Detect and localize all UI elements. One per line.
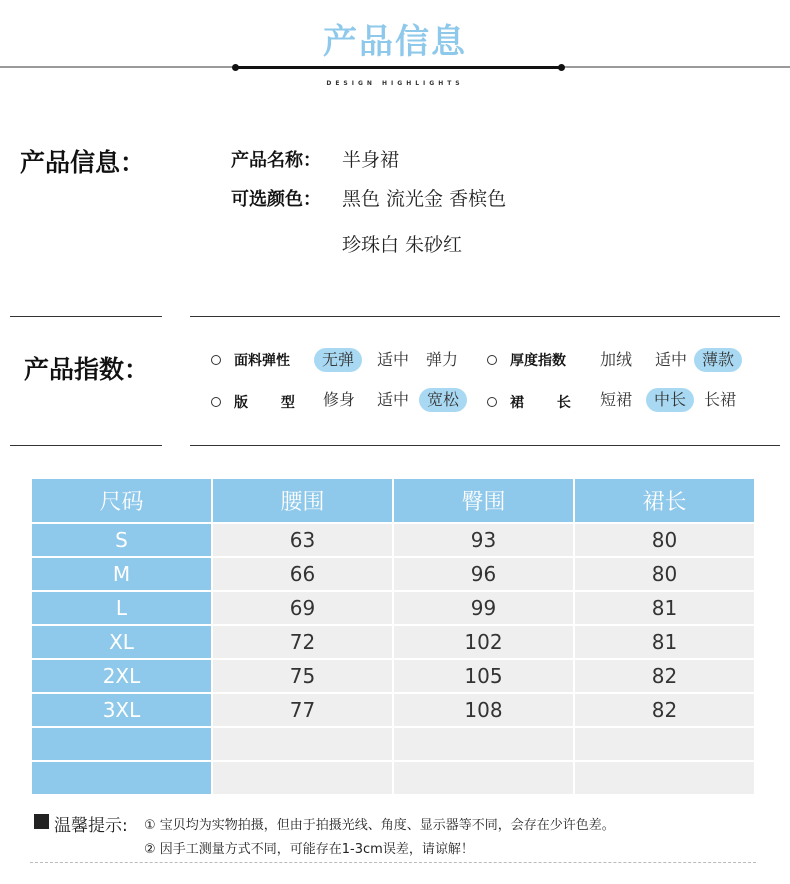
table-cell: 69: [212, 591, 393, 625]
column-header-hip: 臀围: [393, 478, 574, 523]
product-name-value: 半身裙: [342, 149, 400, 171]
size-table: [30, 477, 756, 796]
table-row: [31, 659, 755, 693]
index-option-selected: 无弹: [314, 348, 362, 372]
table-row-empty: [31, 761, 755, 795]
tip-line-1: ① 宝贝均为实物拍摄，但由于拍摄光线、角度、显示器等不同，会存在少许色差。: [144, 818, 615, 833]
table-cell: [393, 761, 574, 795]
index-key-skirt-length: 裙 长: [510, 395, 571, 411]
index-option: 加绒: [600, 350, 633, 369]
table-cell: 81: [574, 591, 755, 625]
index-option: 适中: [655, 350, 688, 369]
product-index-label: 产品指数：: [24, 355, 150, 384]
table-cell: [212, 727, 393, 761]
table-cell: 82: [574, 693, 755, 727]
table-header-row: [31, 478, 755, 523]
tip-line-2: ② 因手工测量方式不同，可能存在1-3cm误差，请谅解！: [144, 842, 474, 857]
table-row: [31, 591, 755, 625]
index-option: 长裙: [704, 390, 737, 409]
table-row: [31, 693, 755, 727]
tip-square-icon: [34, 814, 49, 829]
column-header-waist: 腰围: [212, 478, 393, 523]
column-header-size: 尺码: [31, 478, 212, 523]
table-cell: 81: [574, 625, 755, 659]
index-key-thickness: 厚度指数: [510, 353, 566, 369]
size-cell: 3XL: [31, 693, 212, 727]
index-option: 适中: [377, 390, 410, 409]
table-cell: 75: [212, 659, 393, 693]
size-cell: XL: [31, 625, 212, 659]
bottom-dashed-divider: [30, 862, 756, 863]
table-cell: [574, 727, 755, 761]
size-cell: [31, 761, 212, 795]
product-info-label: 产品信息：: [20, 148, 146, 177]
rule-bottom-left: [10, 445, 162, 446]
index-option: 短裙: [600, 390, 633, 409]
table-row: [31, 557, 755, 591]
table-cell: 72: [212, 625, 393, 659]
column-header-skirt-length: 裙长: [574, 478, 755, 523]
header-accent-line: [236, 66, 562, 69]
table-row: [31, 625, 755, 659]
tips-title: 温馨提示:: [54, 816, 128, 836]
size-cell: 2XL: [31, 659, 212, 693]
page-title: 产品信息: [323, 22, 467, 62]
table-cell: 99: [393, 591, 574, 625]
table-cell: 82: [574, 659, 755, 693]
table-cell: [393, 727, 574, 761]
table-cell: 105: [393, 659, 574, 693]
size-cell: [31, 727, 212, 761]
table-cell: 93: [393, 523, 574, 557]
index-option-selected: 中长: [646, 388, 694, 412]
colors-key: 可选颜色：: [231, 189, 321, 210]
index-key-fit: 版 型: [234, 395, 295, 411]
table-cell: [212, 761, 393, 795]
table-cell: 80: [574, 523, 755, 557]
colors-line-2: 珍珠白 朱砂红: [342, 234, 463, 256]
rule-top-right: [190, 316, 780, 317]
size-cell: M: [31, 557, 212, 591]
product-name-key: 产品名称：: [231, 150, 321, 171]
bullet-circle-icon: [487, 397, 497, 407]
header-dot-right: [558, 64, 565, 71]
table-cell: 102: [393, 625, 574, 659]
table-row-empty: [31, 727, 755, 761]
bullet-circle-icon: [211, 397, 221, 407]
size-cell: S: [31, 523, 212, 557]
index-option-selected: 薄款: [694, 348, 742, 372]
table-row: [31, 523, 755, 557]
header-dot-left: [232, 64, 239, 71]
table-cell: 77: [212, 693, 393, 727]
table-cell: 96: [393, 557, 574, 591]
rule-bottom-right: [190, 445, 780, 446]
index-key-fabric-elasticity: 面料弹性: [234, 353, 290, 369]
index-option: 适中: [377, 350, 410, 369]
colors-line-1: 黑色 流光金 香槟色: [342, 188, 507, 210]
bullet-circle-icon: [487, 355, 497, 365]
table-cell: 108: [393, 693, 574, 727]
index-option: 弹力: [426, 350, 459, 369]
index-option: 修身: [323, 390, 356, 409]
table-cell: 80: [574, 557, 755, 591]
header-subtitle: DESIGN HIGHLIGHTS: [326, 80, 464, 87]
table-cell: 63: [212, 523, 393, 557]
index-option-selected: 宽松: [419, 388, 467, 412]
table-cell: 66: [212, 557, 393, 591]
rule-top-left: [10, 316, 162, 317]
table-cell: [574, 761, 755, 795]
bullet-circle-icon: [211, 355, 221, 365]
size-cell: L: [31, 591, 212, 625]
